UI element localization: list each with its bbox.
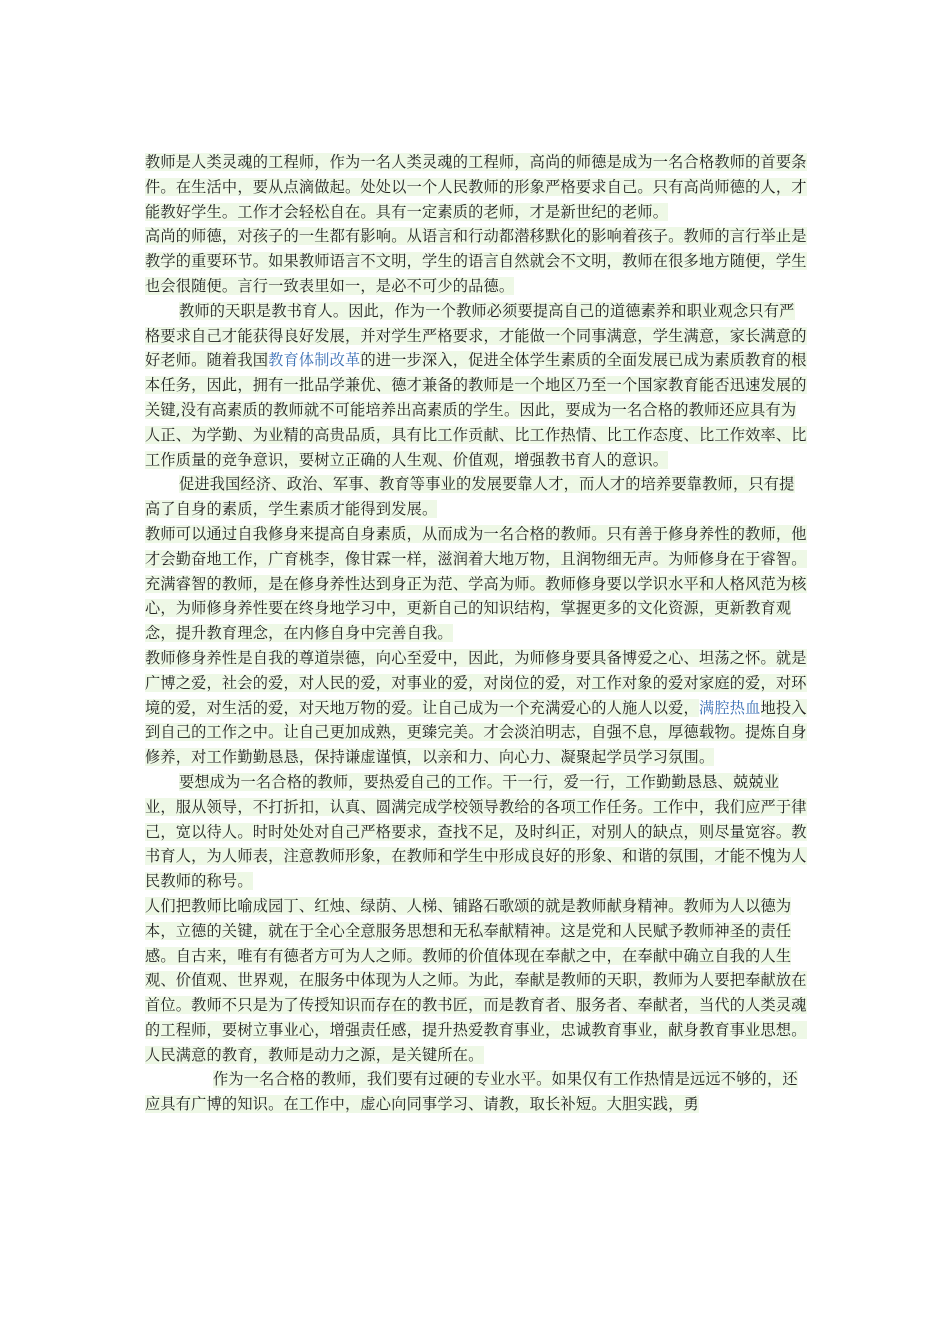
paragraph-4 [145,472,807,522]
paragraph-3-text-b: 的进一步深入，促进全体学生素质的全面发展已成为素质教育的根本任务，因此，拥有一批品学兼优、德才兼备的教师是一个地区乃至一个国家教育能否迅速发展的关键,没有高素质的教师就不可能培养出高素质的学生。因此，要成为一名合格的教师还应具有为人正、为学勤、为业精的高贵品质，具有比工作贡献、比工作热情、比工作态度、比工作效率、比工作质量的竞争意识，要树立正确的人生观、价值观，增强教书育人的意识。 [145,351,807,469]
paragraph-3-text-a: 教师的天职是教书育人。因此，作为一个教师必须要提高自己的道德素养和职业观念只有严格要求自己才能获得良好发展，并对学生严格要求，才能做一个同事满意，学生满意，家长满意的好老师。随着我国 [145,301,807,370]
paragraph-2 [145,224,807,298]
article-body [145,150,807,1117]
passion-link[interactable]: 满腔热血 [698,698,761,717]
paragraph-9 [145,1067,807,1117]
paragraph-1 [145,150,807,224]
paragraph-7 [145,770,807,894]
paragraph-5-text: 教师可以通过自我修身来提高自身素质，从而成为一名合格的教师。只有善于修身养性的教师，他才会勤奋地工作，广育桃李，像甘霖一样，滋润着大地万物，且润物细无声。为师修身在于睿智。充满睿智的教师，是在修身养性达到身正为范、学高为师。教师修身要以学识水平和人格风范为核心，为师修身养性要在终身地学习中，更新自己的知识结构，掌握更多的文化资源，更新教育观念，提升教育理念，在内修自身中完善自我。 [145,524,807,643]
paragraph-8-text: 人们把教师比喻成园丁、红烛、绿荫、人梯、铺路石歌颂的就是教师献身精神。教师为人以德为本，立德的关键，就在于全心全意服务思想和无私奉献精神。这是党和人民赋予教师神圣的责任感。自古来，唯有有德者方可为人之师。教师的价值体现在奉献之中，在奉献中确立自我的人生观、价值观、世界观，在服务中体现为人之师。为此，奉献是教师的天职，教师为人要把奉献放在首位。教师不只是为了传授知识而存在的教书匠，而是教育者、服务者、奉献者，当代的人类灵魂的工程师，要树立事业心，增强责任感，提升热爱教育事业，忠诚教育事业，献身教育事业思想。人民满意的教育，教师是动力之源，是关键所在。 [145,896,807,1064]
paragraph-6-text-a: 教师修身养性是自我的尊道崇德，向心至爱中，因此，为师修身要具备博爱之心、坦荡之怀。就是广博之爱，社会的爱，对人民的爱，对事业的爱，对岗位的爱，对工作对象的爱对家庭的爱，对环境的爱，对生活的爱，对天地万物的爱。让自己成为一个充满爱心的人施人以爱， [145,648,807,717]
education-reform-link[interactable]: 教育体制改革 [268,351,361,370]
paragraph-9-text: 作为一名合格的教师，我们要有过硬的专业水平。如果仅有工作热情是远远不够的，还应具有广博的知识。在工作中，虚心向同事学习、请教，取长补短。大胆实践，勇 [145,1070,798,1114]
paragraph-4-text: 促进我国经济、政治、军事、教育等事业的发展要靠人才，而人才的培养要靠教师，只有提高了自身的素质，学生素质才能得到发展。 [145,475,795,519]
paragraph-2-text: 高尚的师德，对孩子的一生都有影响。从语言和行动都潜移默化的影响着孩子。教师的言行举止是教学的重要环节。如果教师语言不文明，学生的语言自然就会不文明，教师在很多地方随便，学生也会很随便。言行一致表里如一，是必不可少的品德。 [145,227,807,295]
paragraph-6 [145,646,807,770]
paragraph-8 [145,894,807,1068]
paragraph-6-text-b: 地投入到自己的工作之中。让自己更加成熟，更臻完美。才会淡泊明志，自强不息，厚德载物。提炼自身修养，对工作勤勤恳恳，保持谦虚谨慎，以亲和力、向心力、凝聚起学员学习氛围。 [145,698,807,767]
paragraph-5 [145,522,807,646]
paragraph-3 [145,299,807,473]
paragraph-7-text: 要想成为一名合格的教师，要热爱自己的工作。干一行，爱一行，工作勤勤恳恳、兢兢业业，服从领导，不打折扣，认真、圆满完成学校领导教给的各项工作任务。工作中，我们应严于律己，宽以待人。时时处处对自己严格要求，查找不足，及时纠正，对别人的缺点，则尽量宽容。教书育人，为人师表，注意教师形象，在教师和学生中形成良好的形象、和谐的氛围，才能不愧为人民教师的称号。 [145,772,807,891]
paragraph-1-text: 教师是人类灵魂的工程师，作为一名人类灵魂的工程师，高尚的师德是成为一名合格教师的首要条件。在生活中，要从点滴做起。处处以一个人民教师的形象严格要求自己。只有高尚师德的人，才能教好学生。工作才会轻松自在。具有一定素质的老师，才是新世纪的老师。 [145,153,807,221]
